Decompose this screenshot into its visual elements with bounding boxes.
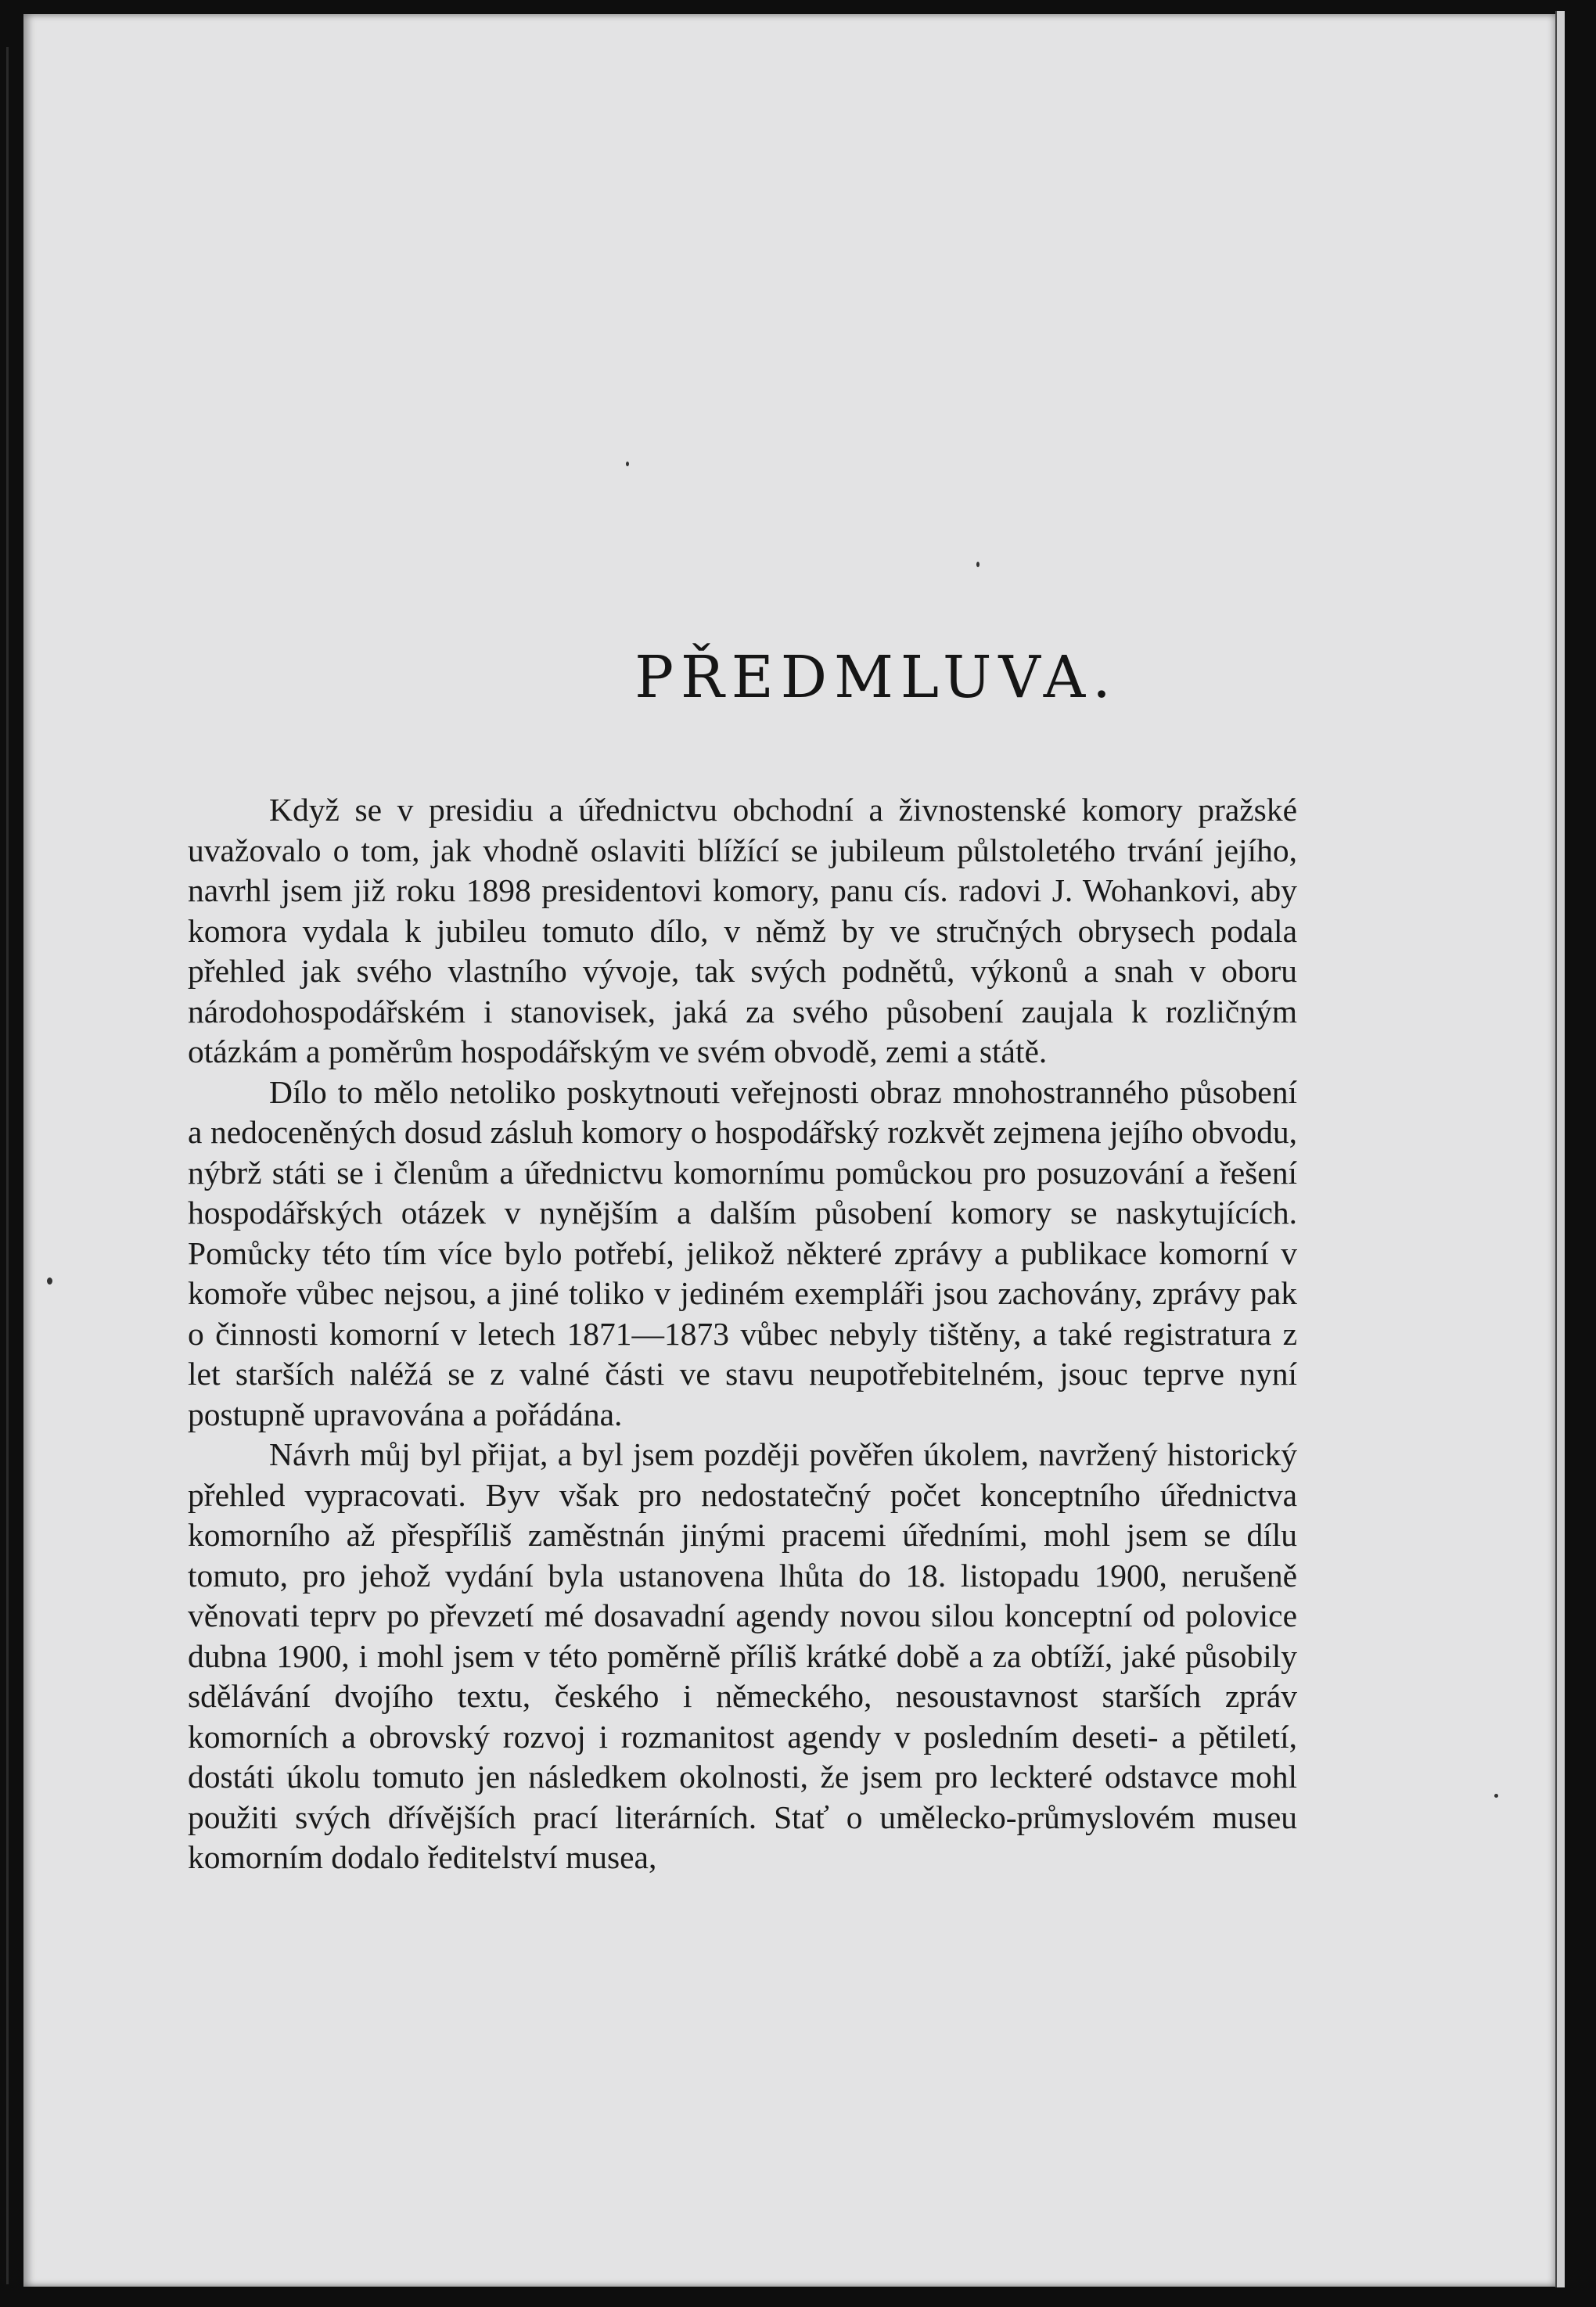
scan-speck [976, 562, 980, 567]
scan-left-edge [6, 47, 9, 2284]
scan-speck [47, 1277, 52, 1285]
book-page [23, 14, 1557, 2287]
scan-right-edge [1555, 11, 1565, 2287]
scan-speck [626, 462, 629, 466]
paragraph-2: Dílo to mělo netoliko poskytnouti veřejnosti obraz mnohostranného působení a nedoceněných dosud zásluh komory o hospodářský rozkvět zejmena jejího obvodu, nýbrž státi se i členům a úřednictvu komornímu pomůckou pro posuzování a řešení hospodářských otázek v nynějším a dalším působení komory se naskytujících. Pomůcky této tím více bylo potřebí, jelikož některé zprávy a publikace komorní v komoře vůbec nejsou, a jiné toliko v jediném exempláři jsou zachovány, zprávy pak o činnosti komorní v letech 1871—1873 vůbec nebyly tištěny, a také registratura z let starších naléžá se z valné části ve stavu neupotřebitelném, jsouc teprve nyní postupně upravována a pořádána. [188, 1073, 1297, 1432]
paragraph-3: Návrh můj byl přijat, a byl jsem později pověřen úkolem, navržený historický přehled vypracovati. Byv však pro nedostatečný počet konceptního úřednictva komorního až přespříliš zaměstnán jinými pracemi úředními, mohl jsem se dílu tomuto, pro jehož vydání byla ustanovena lhůta do 18. listopadu 1900, nerušeně věnovati teprv po převzetí mé dosavadní agendy novou silou konceptní od polovice dubna 1900, i mohl jsem v této poměrně příliš krátké době a za obtíží, jaké působily sdělávání dvojího textu, českého i německého, nesoustavnost starších zpráv komorních a obrovský rozvoj i rozmanitost agendy v posledním deseti- a pětiletí, dostáti úkolu tomuto jen následkem okolnosti, že jsem pro leckteré odstavce mohl použiti svých dřívějších prací literárních. Stať o umělecko-průmyslovém museu komorním dodalo ředitelství musea, [188, 1436, 1297, 1875]
scan-speck [1494, 1794, 1498, 1798]
page-title: PŘEDMLUVA. [634, 644, 1118, 711]
body-text [188, 790, 1297, 1878]
paragraph-1: Když se v presidiu a úřednictvu obchodní a živnostenské komory pražské uvažovalo o tom, jak vhodně oslaviti blížící se jubileum půlstoletého trvání jejího, navrhl jsem již roku 1898 presidentovi komory, panu cís. radovi J. Wohankovi, aby komora vydala k jubileu tomuto dílo, v němž by ve stručných obrysech podala přehled jak svého vlastního vývoje, tak svých podnětů, výkonů a snah v oboru národohospodářském i stanovisek, jaká za svého působení zaujala k rozličným otázkám a poměrům hospodářským ve svém obvodě, zemi a státě. [188, 792, 1297, 1069]
